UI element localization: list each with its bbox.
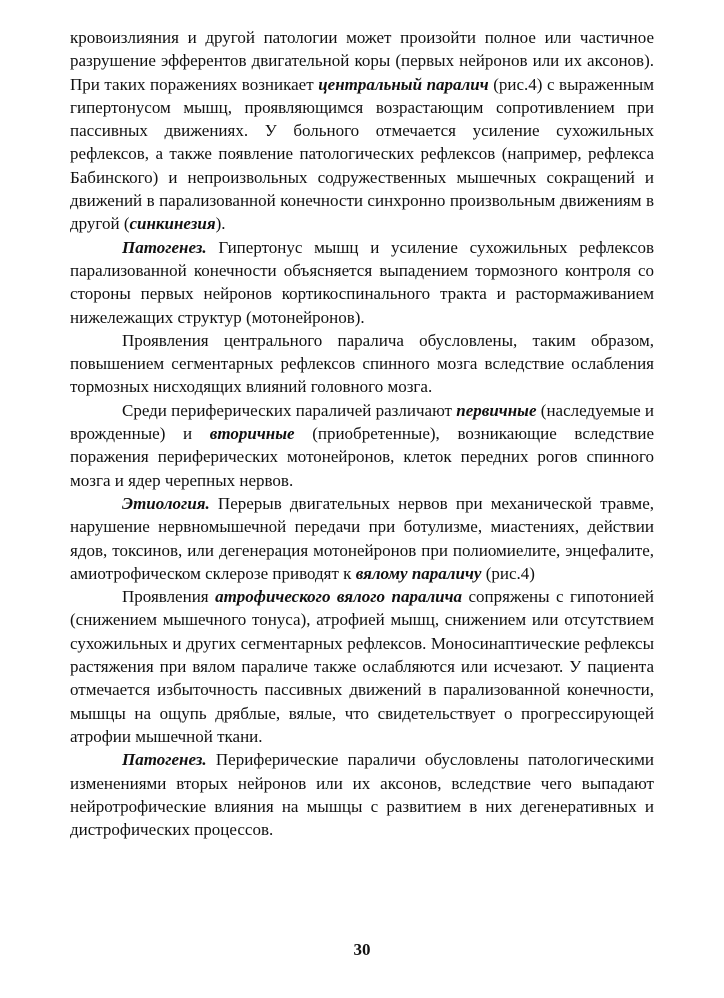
page-number: 30	[353, 940, 371, 959]
paragraph-7	[70, 748, 654, 841]
term-atrophic-flaccid-paralysis: атрофического вялого паралича	[215, 587, 463, 607]
paragraph-1	[70, 26, 654, 236]
text-run: (наследуемые и врожденные) и	[70, 400, 654, 444]
term-synkinesis: синкинезия	[129, 214, 216, 234]
text-run: Среди периферических параличей различают	[122, 400, 457, 420]
text-run: Гипертонус мышц и усиление сухожильных рефлексов парализованной конечности объясняется выпадением тормозного контроля со стороны первых нейронов кортикоспинального тракта и растормаживанием нижележащих структур (мотонейронов).	[70, 237, 654, 327]
heading-pathogenesis: Патогенез.	[122, 237, 207, 257]
paragraph-2	[70, 236, 654, 329]
paragraph-4	[70, 399, 654, 492]
text-run: (рис.4) с выраженным гипертонусом мышц, проявляющимся возрастающим сопротивлением при пассивных движениях. У больного отмечается усиление сухожильных рефлексов, а также появление патологических рефлексов (например, рефлекса Бабинского) и непроизвольных содружественных мышечных сокращений и движений в парализованной конечности синхронно произвольным движениям в другой (	[70, 74, 654, 234]
text-run: Перерыв двигательных нервов при механической травме, нарушение нервномышечной передачи при ботулизме, миастениях, действии ядов, токсинов, или дегенерация мотонейронов при полиомиелите, энцефалите, амиотрофическом склерозе приводят к	[70, 493, 654, 583]
text-run: (рис.4)	[481, 563, 535, 583]
heading-pathogenesis: Патогенез.	[122, 750, 207, 770]
paragraph-5	[70, 492, 654, 585]
text-run: (приобретенные), возникающие вследствие поражения периферических мотонейронов, клеток передних рогов спинного мозга и ядер черепных нервов.	[70, 424, 654, 490]
term-central-paralysis: центральный паралич	[318, 74, 489, 94]
term-primary: первичные	[456, 400, 537, 420]
paragraph-3	[70, 329, 654, 399]
text-run: Периферические параличи обусловлены патологическими изменениями вторых нейронов или их аксонов, вследствие чего выпадают нейротрофические влияния на мышцы с развитием в них дегенеративных и дистрофических процессов.	[70, 750, 654, 840]
text-run: Проявления центрального паралича обусловлены, таким образом, повышением сегментарных рефлексов спинного мозга вследствие ослабления тормозных нисходящих влияний головного мозга.	[70, 330, 654, 397]
text-run: кровоизлияния и другой патологии может произойти полное или частичное разрушение эфферентов двигательной коры (первых нейронов или их аксонов). При таких поражениях возникает	[70, 28, 654, 94]
text-run: сопряжены с гипотонией (снижением мышечного тонуса), атрофией мышц, снижением или отсутствием сухожильных и других сегментарных рефлексов. Моносинаптические рефлексы растяжения при вялом параличе также ослабляются или исчезают. У пациента отмечается избыточность пассивных движений в парализованной конечности, мышцы на ощупь дряблые, вялые, что свидетельствует о прогрессирующей атрофии мышечной ткани.	[70, 587, 654, 746]
text-run: ).	[215, 214, 226, 234]
page-body	[70, 26, 654, 841]
term-flaccid-paralysis: вялому параличу	[355, 563, 482, 583]
term-secondary: вторичные	[209, 424, 295, 444]
text-run: Проявления	[122, 587, 216, 607]
paragraph-6	[70, 585, 654, 748]
heading-etiology: Этиология.	[122, 493, 210, 513]
